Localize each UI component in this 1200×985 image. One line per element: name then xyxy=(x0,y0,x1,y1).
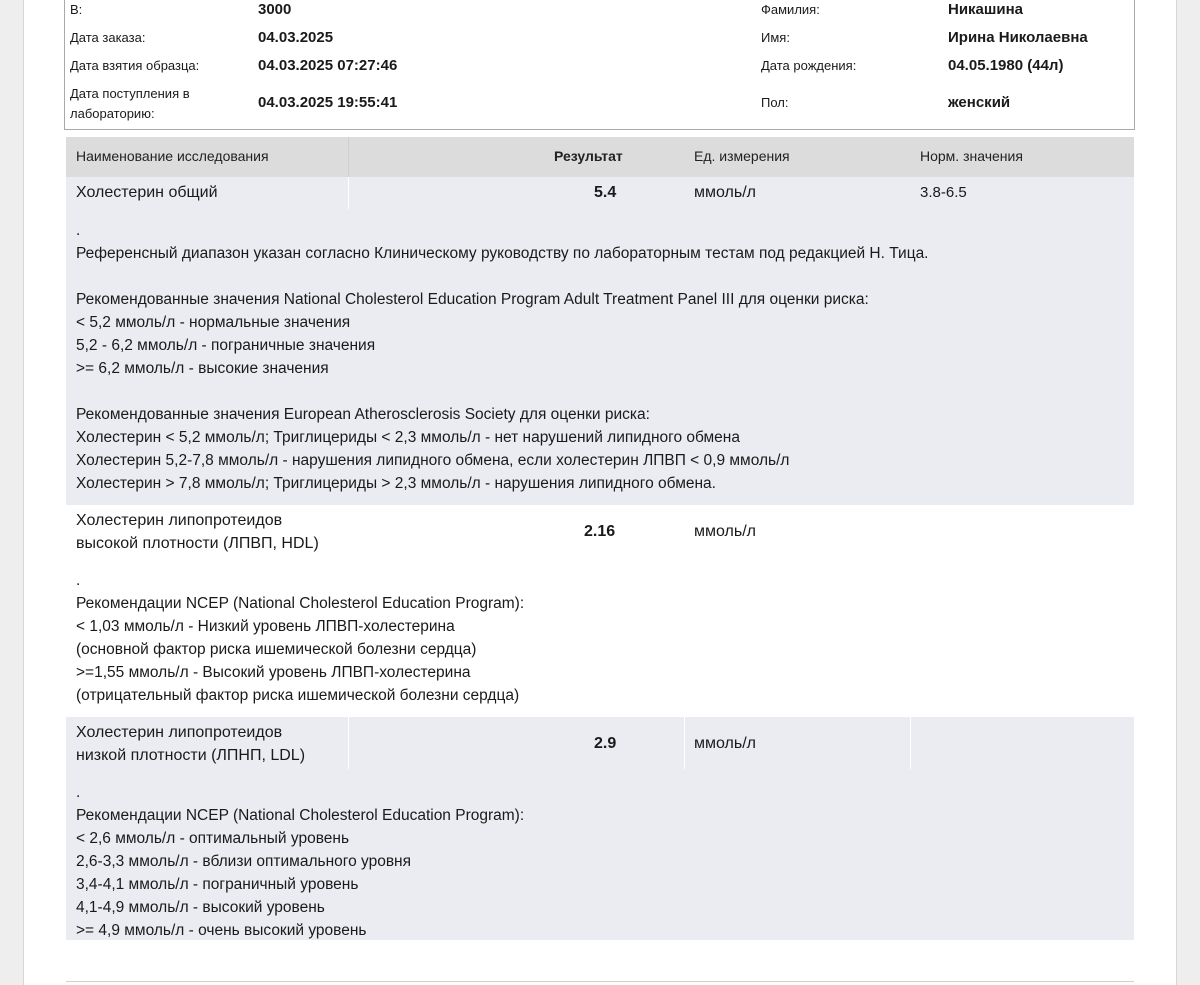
table-row xyxy=(66,717,1134,940)
patient-surname: Никашина xyxy=(948,1,1024,18)
comment-line: Рекомендованные значения National Cholesterol Education Program Adult Treatment Panel III для оценки риска: xyxy=(76,291,869,308)
header-unit: Ед. измерения xyxy=(694,148,790,164)
column-divider xyxy=(910,717,911,769)
test-result: 2.16 xyxy=(584,523,616,540)
header-name: Наименование исследования xyxy=(76,148,269,164)
test-name: высокой плотности (ЛПВП, HDL) xyxy=(76,535,319,552)
next-section-border xyxy=(66,981,1134,982)
comment-line: Референсный диапазон указан согласно Клиническому руководству по лабораторным тестам под редакцией Н. Тица. xyxy=(76,245,929,262)
comment-line: >=1,55 ммоль/л - Высокий уровень ЛПВП-холестерина xyxy=(76,664,471,681)
test-result: 2.9 xyxy=(594,735,617,752)
info-label: Дата заказа: xyxy=(70,30,146,45)
info-label: В: xyxy=(70,2,83,17)
comment-line: Холестерин < 5,2 ммоль/л; Триглицериды < 2,3 ммоль/л - нет нарушений липидного обмена xyxy=(76,429,740,446)
comment-line: 2,6-3,3 ммоль/л - вблизи оптимального уровня xyxy=(76,853,412,870)
info-label: Фамилия: xyxy=(761,2,820,17)
info-label: Дата поступления в xyxy=(70,86,190,101)
test-comment xyxy=(76,219,929,495)
comment-line: >= 4,9 ммоль/л - очень высокий уровень xyxy=(76,922,367,939)
patient-birthdate: 04.05.1980 (44л) xyxy=(948,57,1064,74)
results-table-header xyxy=(66,137,1134,177)
patient-name: Ирина Николаевна xyxy=(948,29,1088,46)
comment-line: (основной фактор риска ишемической болезни сердца) xyxy=(76,641,477,658)
info-label: Имя: xyxy=(761,30,790,45)
test-result: 5.4 xyxy=(594,184,617,201)
test-comment xyxy=(76,781,524,942)
column-divider xyxy=(348,177,349,209)
column-divider xyxy=(348,137,349,177)
test-unit: ммоль/л xyxy=(694,523,756,540)
header-result: Результат xyxy=(554,148,623,164)
test-name: низкой плотности (ЛПНП, LDL) xyxy=(76,747,306,764)
comment-line: 4,1-4,9 ммоль/л - высокий уровень xyxy=(76,899,325,916)
comment-line xyxy=(76,265,929,288)
test-name: Холестерин липопротеидов xyxy=(76,512,283,529)
comment-line: < 2,6 ммоль/л - оптимальный уровень xyxy=(76,830,350,847)
info-value: 04.03.2025 xyxy=(258,29,334,46)
test-name: Холестерин липопротеидов xyxy=(76,724,283,741)
header-norm: Норм. значения xyxy=(920,148,1023,164)
comment-line: 3,4-4,1 ммоль/л - пограничный уровень xyxy=(76,876,359,893)
info-value: 04.03.2025 19:55:41 xyxy=(258,94,398,111)
info-label: Дата взятия образца: xyxy=(70,58,200,73)
comment-line: < 1,03 ммоль/л - Низкий уровень ЛПВП-холестерина xyxy=(76,618,455,635)
info-value: 3000 xyxy=(258,1,292,18)
info-label: Пол: xyxy=(761,95,789,110)
info-label: лабораторию: xyxy=(70,106,155,121)
info-value: 04.03.2025 07:27:46 xyxy=(258,57,398,74)
test-comment xyxy=(76,569,524,707)
patient-info-box xyxy=(64,0,1135,130)
patient-sex: женский xyxy=(948,94,1011,111)
comment-line: . xyxy=(76,222,81,239)
comment-line: (отрицательный фактор риска ишемической болезни сердца) xyxy=(76,687,520,704)
comment-line xyxy=(76,380,929,403)
test-norm: 3.8-6.5 xyxy=(920,184,967,201)
comment-line: . xyxy=(76,784,81,801)
comment-line: Рекомендации NCEP (National Cholesterol Education Program): xyxy=(76,595,525,612)
test-unit: ммоль/л xyxy=(694,184,756,201)
comment-line: Холестерин 5,2-7,8 ммоль/л - нарушения липидного обмена, если холестерин ЛПВП < 0,9 ммоль/л xyxy=(76,452,790,469)
comment-line: >= 6,2 ммоль/л - высокие значения xyxy=(76,360,329,377)
table-row xyxy=(66,505,1134,717)
comment-line: Холестерин > 7,8 ммоль/л; Триглицериды > 2,3 ммоль/л - нарушения липидного обмена. xyxy=(76,475,716,492)
comment-line: Рекомендации NCEP (National Cholesterol Education Program): xyxy=(76,807,525,824)
comment-line: < 5,2 ммоль/л - нормальные значения xyxy=(76,314,351,331)
column-divider xyxy=(684,717,685,769)
comment-line: . xyxy=(76,572,81,589)
column-divider xyxy=(348,717,349,769)
comment-line: Рекомендованные значения European Atherosclerosis Society для оценки риска: xyxy=(76,406,650,423)
table-row xyxy=(66,177,1134,505)
test-name: Холестерин общий xyxy=(76,184,218,201)
info-label: Дата рождения: xyxy=(761,58,857,73)
test-unit: ммоль/л xyxy=(694,735,756,752)
comment-line: 5,2 - 6,2 ммоль/л - пограничные значения xyxy=(76,337,376,354)
